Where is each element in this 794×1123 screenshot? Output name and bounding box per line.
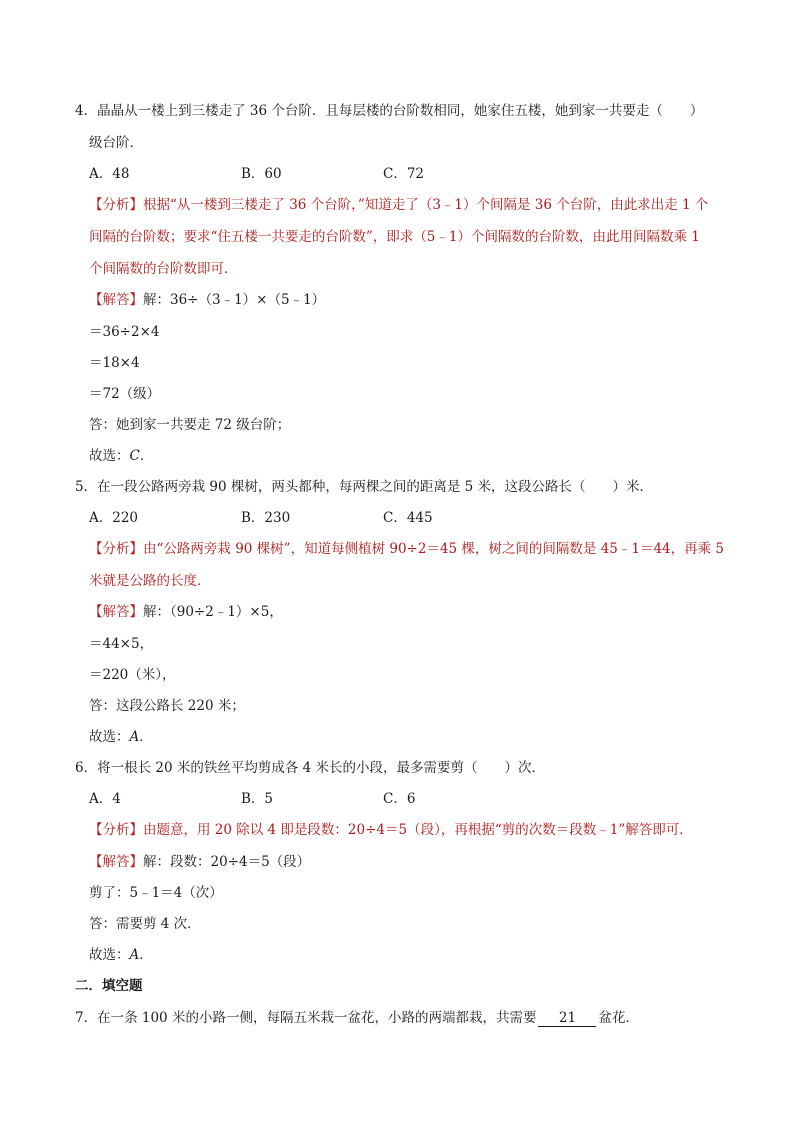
answer-text: 解：段数：20÷4＝5（段） (143, 854, 311, 870)
q6-step1: 剪了：5﹣1＝4（次） (89, 885, 223, 901)
q4-step2: ＝18×4 (89, 355, 140, 371)
q4-step3: ＝72（级） (89, 386, 161, 402)
choose-prefix: 故选： (89, 729, 130, 745)
q4-answer-line1 (89, 290, 325, 310)
choose-prefix: 故选： (89, 947, 130, 963)
q7-stem-pre: 7．在一条 100 米的小路一侧，每隔五米栽一盆花，小路的两端都栽，共需要 (75, 1010, 537, 1026)
q6-option-a: A．4 (89, 791, 121, 807)
q5-answer-line1 (89, 602, 283, 622)
choose-suffix: ． (139, 448, 154, 464)
q6-option-b: B．5 (241, 791, 274, 807)
q4-stem-line2: 级台阶． (89, 135, 143, 151)
q6-stem-line1: 6．将一根长 20 米的铁丝平均剪成各 4 米长的小段，最多需要剪（ ）次． (75, 760, 546, 776)
q4-reply: 答：她到家一共要走 72 级台阶； (89, 417, 291, 433)
q5-option-a: A．220 (89, 510, 139, 526)
q7-answer-blank: 21 (538, 1010, 596, 1027)
q5-choice (89, 727, 153, 747)
q6-reply: 答：需要剪 4 次． (89, 916, 201, 932)
q5-step2: ＝220（米）， (89, 667, 176, 683)
analysis-text: 由“公路两旁栽 90 棵树”，知道每侧植树 90÷2＝45 棵，树之间的间隔数是 45﹣1＝44，再乘 5 (143, 541, 725, 557)
analysis-tag: 【分析】 (89, 197, 143, 213)
section-title-fill-in: 二．填空题 (75, 978, 143, 994)
q4-option-c: C．72 (383, 166, 425, 182)
q4-choice (89, 446, 153, 466)
q5-option-b: B．230 (241, 510, 291, 526)
choose-prefix: 故选： (89, 448, 130, 464)
choose-suffix: ． (139, 729, 153, 745)
q7-stem (75, 1008, 639, 1028)
analysis-tag: 【分析】 (89, 822, 143, 838)
choose-letter: A (129, 947, 140, 963)
q6-choice (89, 945, 153, 965)
choose-letter: C (129, 448, 140, 464)
q4-stem-line1: 4．晶晶从一楼上到三楼走了 36 个台阶．且每层楼的台阶数相同，她家住五楼，她到家一共要走（ ） (75, 103, 704, 119)
q5-reply: 答：这段公路长 220 米； (89, 698, 245, 714)
choose-letter: A (129, 729, 140, 745)
analysis-text: 由题意，用 20 除以 4 即是段数：20÷4＝5（段），再根据“剪的次数＝段数﹣1”解答即可． (143, 822, 693, 838)
q4-analysis-line1 (89, 195, 708, 215)
q5-analysis-line2: 米就是公路的长度． (89, 573, 211, 589)
q4-analysis-line3: 个间隔数的台阶数即可． (89, 261, 238, 277)
answer-tag: 【解答】 (89, 292, 143, 308)
analysis-tag: 【分析】 (89, 541, 143, 557)
q7-stem-post: 盆花． (598, 1010, 639, 1026)
q5-stem-line1: 5．在一段公路两旁栽 90 棵树，两头都种，每两棵之间的距离是 5 米，这段公路长（ ）米． (75, 479, 654, 495)
q5-analysis-line1 (89, 539, 724, 559)
q6-analysis-line1 (89, 820, 693, 840)
q4-step1: ＝36÷2×4 (89, 324, 160, 340)
q4-option-b: B．60 (241, 166, 282, 182)
q6-option-c: C．6 (383, 791, 416, 807)
answer-text: 解：（90÷2﹣1）×5， (143, 604, 283, 620)
choose-suffix: ． (139, 947, 153, 963)
answer-tag: 【解答】 (89, 854, 143, 870)
q4-option-a: A．48 (89, 166, 130, 182)
answer-tag: 【解答】 (89, 604, 143, 620)
q6-answer-line1 (89, 852, 310, 872)
answer-text: 解：36÷（3﹣1）×（5﹣1） (143, 292, 326, 308)
q5-step1: ＝44×5， (89, 636, 154, 652)
analysis-text: 根据“从一楼到三楼走了 36 个台阶，”知道走了（3﹣1）个间隔是 36 个台阶，由此求出走 1 个 (143, 197, 709, 213)
q5-option-c: C．445 (383, 510, 433, 526)
q4-analysis-line2: 间隔的台阶数；要求“住五楼一共要走的台阶数”，即求（5﹣1）个间隔数的台阶数，由此用间隔数乘 1 (89, 229, 700, 245)
